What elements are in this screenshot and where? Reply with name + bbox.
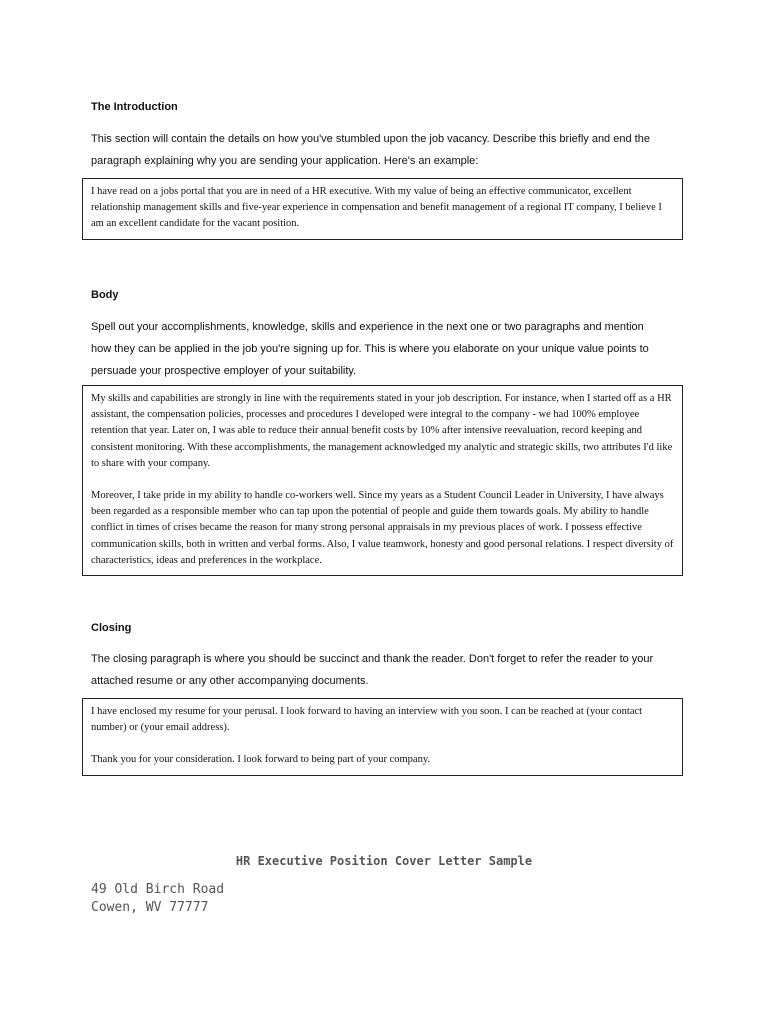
body-line-3: persuade your prospective employer of your suitability. <box>91 365 357 377</box>
introduction-heading: The Introduction <box>91 101 178 113</box>
body-example-paragraph-2: Moreover, I take pride in my ability to handle co-workers well. Since my years as a Student Council Leader in University, I have always been regarded as a responsible member who can tap upon the potential of people and guide them towards goals. My ability to handle conflict in times of crises became the reason for many strong personal appraisals in my previous places of work. I possess effective communication skills, both in written and verbal forms. Also, I value teamwork, honesty and good personal relations. I respect diversity of characteristics, ideas and preferences in the workplace. <box>91 490 674 566</box>
closing-example-box <box>82 698 683 776</box>
address-line-2: Cowen, WV 77777 <box>91 900 209 915</box>
closing-line-2: attached resume or any other accompanying documents. <box>91 675 369 687</box>
body-example-paragraph-1: My skills and capabilities are strongly in line with the requirements stated in your job description. For instance, when I started off as a HR assistant, the compensation policies, processes and procedures I developed were integral to the company - we had 100% employee retention that year. Later on, I was able to reduce their annual benefit costs by 10% after intensive reevaluation, record keeping and consistent monitoring. With these accomplishments, the management acknowledged my analytic and strategic skills, two attributes I'd like to share with your company. <box>91 393 673 469</box>
closing-line-1: The closing paragraph is where you should be succinct and thank the reader. Don't forget to refer the reader to your <box>91 653 654 665</box>
body-example-box <box>82 385 683 576</box>
body-instructions <box>91 316 691 382</box>
closing-heading: Closing <box>91 622 132 634</box>
sample-title: HR Executive Position Cover Letter Sample <box>235 854 533 868</box>
closing-example-paragraph-1: I have enclosed my resume for your perusal. I look forward to having an interview with you soon. I can be reached at (your contact number) or (your email address). <box>91 706 643 734</box>
closing-example-paragraph-2: Thank you for your consideration. I look forward to being part of your company. <box>91 754 431 766</box>
closing-instructions <box>91 648 691 692</box>
body-heading: Body <box>91 289 119 301</box>
introduction-line-2: paragraph explaining why you are sending your application. Here's an example: <box>91 155 479 167</box>
introduction-example-box <box>82 178 683 240</box>
introduction-instructions <box>91 128 691 172</box>
introduction-line-1: This section will contain the details on how you've stumbled upon the job vacancy. Describe this briefly and end the <box>91 133 650 145</box>
body-line-2: how they can be applied in the job you're signing up for. This is where you elaborate on your unique value points to <box>91 343 649 355</box>
body-line-1: Spell out your accomplishments, knowledge, skills and experience in the next one or two paragraphs and mention <box>91 321 644 333</box>
introduction-example-text: I have read on a jobs portal that you are in need of a HR executive. With my value of being an effective communicator, excellent relationship management skills and five-year experience in compensation and benefit management of a regional IT company, I believe I am an excellent candidate for the vacant position. <box>91 186 662 230</box>
address-line-1: 49 Old Birch Road <box>91 882 225 897</box>
